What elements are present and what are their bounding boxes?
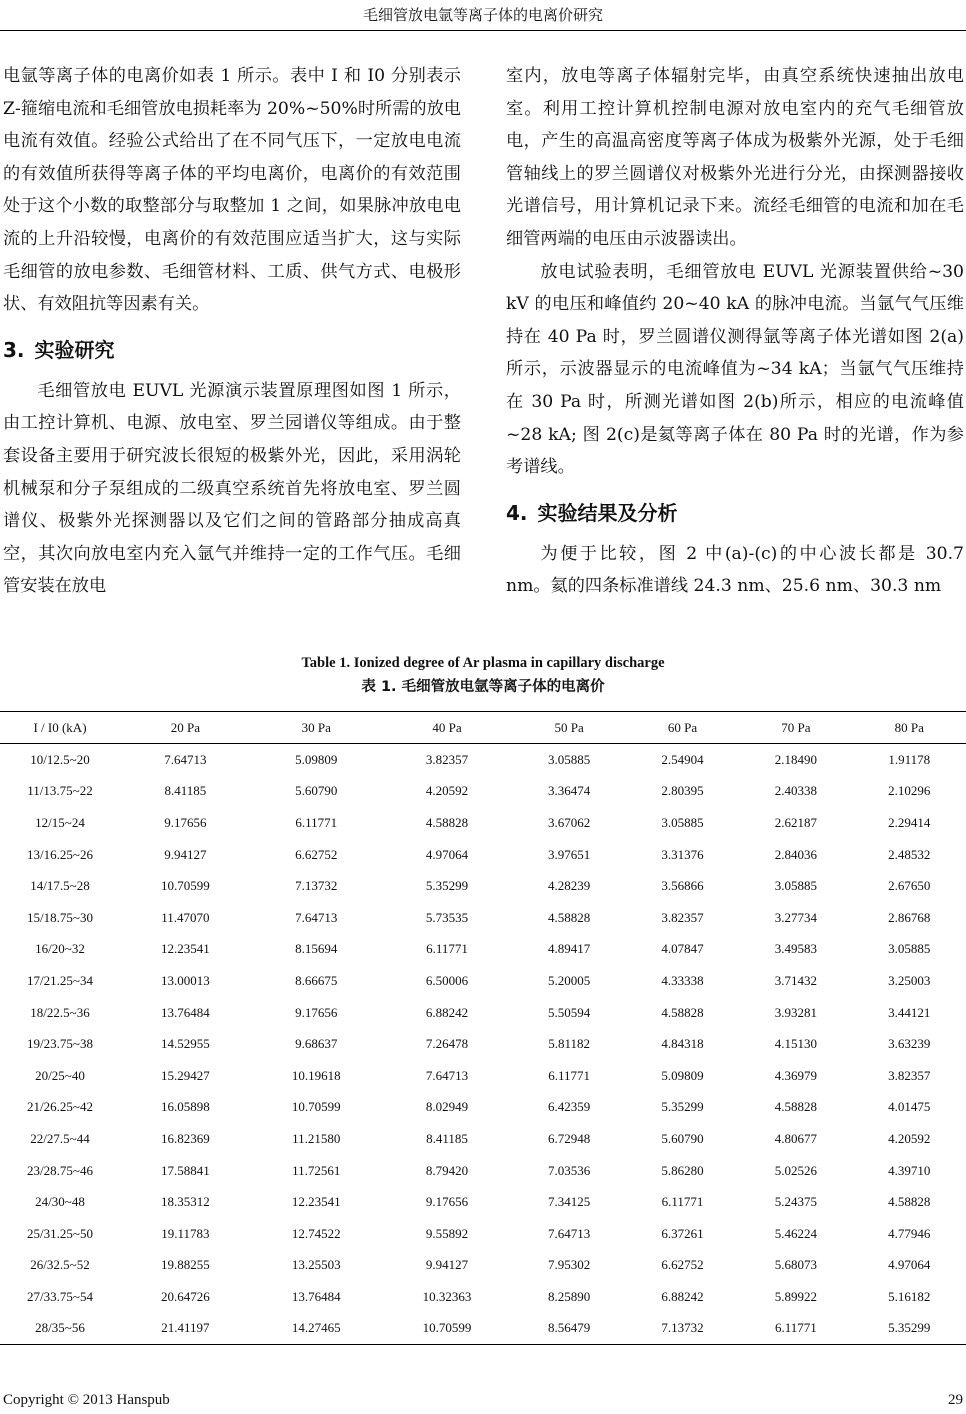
value-cell: 3.63239: [888, 1036, 931, 1052]
value-cell: 8.66675: [295, 972, 338, 988]
table-caption-en: Table 1. Ionized degree of Ar plasma in capillary discharge: [301, 655, 665, 671]
value-cell: 10.70599: [161, 878, 210, 894]
table-row: [0, 1028, 966, 1060]
table-row: [0, 902, 966, 934]
table-row: [0, 1092, 966, 1124]
value-cell: 14.27465: [291, 1320, 341, 1336]
value-cell: 10.32363: [422, 1288, 472, 1304]
value-cell: 7.26478: [425, 1036, 469, 1052]
value-cell: 13.25503: [291, 1257, 341, 1273]
value-cell: 3.67062: [548, 814, 591, 830]
value-cell: 3.05885: [661, 814, 704, 830]
ionization-table: [0, 711, 966, 1345]
section-heading-4: [506, 498, 964, 528]
value-cell: 8.41185: [164, 783, 207, 799]
value-cell: 2.67650: [888, 878, 931, 894]
value-cell: 2.62187: [774, 814, 817, 830]
value-cell: 19.11783: [161, 1225, 210, 1241]
current-cell: 10/12.5~20: [30, 751, 90, 767]
value-cell: 4.15130: [774, 1036, 817, 1052]
header-cell: 50 Pa: [554, 719, 584, 735]
value-cell: 1.91178: [888, 751, 931, 767]
section-title: 实验结果及分析: [537, 500, 678, 525]
value-cell: 6.11771: [548, 1067, 591, 1083]
value-cell: 4.39710: [888, 1162, 931, 1178]
value-cell: 3.71432: [774, 972, 817, 988]
value-cell: 2.80395: [661, 783, 704, 799]
value-cell: 7.95302: [548, 1257, 591, 1273]
current-cell: 11/13.75~22: [27, 783, 93, 799]
value-cell: 5.09809: [661, 1067, 704, 1083]
current-cell: 13/16.25~26: [27, 846, 93, 862]
value-cell: 4.58828: [774, 1099, 817, 1115]
current-cell: 27/33.75~54: [27, 1288, 93, 1304]
value-cell: 5.60790: [295, 783, 338, 799]
header-cell: I / I0 (kA): [33, 719, 87, 735]
section-number: 3.: [3, 337, 25, 362]
table-row: [0, 807, 966, 839]
current-cell: 12/15~24: [35, 814, 85, 830]
table-row: [0, 1218, 966, 1250]
paragraph: 室内，放电等离子体辐射完毕，由真空系统快速抽出放电室。利用工控计算机控制电源对放电室内的充气毛细管放电，产生的高温高密度等离子体成为极紫外光源，处于毛细管轴线上的罗兰圆谱仪对极紫外光进行分光，由探测器接收光谱信号，用计算机记录下来。流经毛细管的电流和加在毛细管两端的电压由示波器读出。: [506, 66, 964, 249]
value-cell: 2.18490: [774, 751, 817, 767]
value-cell: 7.34125: [548, 1194, 591, 1210]
header-cell: 40 Pa: [432, 719, 462, 735]
value-cell: 3.82357: [888, 1067, 931, 1083]
value-cell: 2.48532: [888, 846, 931, 862]
paragraph: 电氩等离子体的电离价如表 1 所示。表中 I 和 I0 分别表示 Z-箍缩电流和毛细管放电损耗率为 20%~50%时所需的放电电流有效值。经验公式给出了在不同气压下，一定放电电流的有效值所获得等离子体的平均电离价，电离价的有效范围处于这个小数的取整部分与取整加 1 之间，如果脉冲放电电流的上升沿较慢，电离价的有效范围应适当扩大，这与实际毛细管的放电参数、毛细管材料、工质、供气方式、电极形状、有效阻抗等因素有关。: [3, 66, 461, 315]
current-cell: 24/30~48: [35, 1194, 85, 1210]
current-cell: 26/32.5~52: [30, 1257, 90, 1273]
value-cell: 3.93281: [774, 1004, 817, 1020]
value-cell: 4.33338: [661, 972, 704, 988]
value-cell: 11.72561: [292, 1162, 341, 1178]
value-cell: 6.37261: [661, 1225, 704, 1241]
value-cell: 10.70599: [422, 1320, 472, 1336]
value-cell: 5.60790: [661, 1130, 704, 1146]
table-header-row: [0, 712, 966, 744]
table-row: [0, 1250, 966, 1282]
value-cell: 5.16182: [888, 1288, 931, 1304]
value-cell: 8.15694: [295, 941, 338, 957]
current-cell: 20/25~40: [35, 1067, 85, 1083]
value-cell: 19.88255: [161, 1257, 210, 1273]
value-cell: 7.64713: [425, 1067, 469, 1083]
value-cell: 5.24375: [774, 1194, 817, 1210]
table-row: [0, 744, 966, 776]
value-cell: 7.64713: [164, 751, 207, 767]
right-column: [506, 60, 964, 603]
paragraph: 放电试验表明，毛细管放电 EUVL 光源装置供给~30 kV 的电压和峰值约 20~40 kA 的脉冲电流。当氩气气压维持在 40 Pa 时，罗兰圆谱仪测得氩等离子体光谱如图 2(a)所示，示波器显示的电流峰值为~34 kA；当氩气气压维持在 30 Pa 时，所测光谱如图 2(b)所示，相应的电流峰值~28 kA; 图 2(c)是氦等离子体在 80 Pa 时的光谱，作为参考谱线。: [506, 261, 964, 478]
value-cell: 3.44121: [888, 1004, 931, 1020]
value-cell: 11.21580: [292, 1130, 341, 1146]
value-cell: 9.55892: [425, 1225, 469, 1241]
value-cell: 4.97064: [425, 846, 469, 862]
table-row: [0, 997, 966, 1029]
value-cell: 4.58828: [425, 814, 469, 830]
value-cell: 4.20592: [425, 783, 469, 799]
table-row: [0, 1313, 966, 1345]
value-cell: 3.49583: [774, 941, 817, 957]
current-cell: 19/23.75~38: [27, 1036, 93, 1052]
value-cell: 4.97064: [888, 1257, 931, 1273]
value-cell: 6.62752: [295, 846, 338, 862]
value-cell: 9.68637: [295, 1036, 338, 1052]
current-cell: 21/26.25~42: [27, 1099, 93, 1115]
header-cell: 60 Pa: [667, 719, 698, 735]
value-cell: 15.29427: [161, 1067, 210, 1083]
value-cell: 12.74522: [291, 1225, 341, 1241]
value-cell: 8.02949: [425, 1099, 469, 1115]
current-cell: 28/35~56: [35, 1320, 85, 1336]
value-cell: 6.42359: [548, 1099, 591, 1115]
current-cell: 18/22.5~36: [30, 1004, 90, 1020]
current-cell: 15/18.75~30: [27, 909, 93, 925]
value-cell: 9.94127: [425, 1257, 469, 1273]
value-cell: 3.27734: [774, 909, 817, 925]
value-cell: 6.11771: [661, 1194, 704, 1210]
value-cell: 5.35299: [888, 1320, 931, 1336]
value-cell: 7.03536: [548, 1162, 591, 1178]
value-cell: 8.25890: [548, 1288, 591, 1304]
value-cell: 8.56479: [548, 1320, 591, 1336]
value-cell: 3.82357: [661, 909, 704, 925]
current-cell: 14/17.5~28: [30, 878, 90, 894]
header-cell: 80 Pa: [894, 719, 924, 735]
value-cell: 2.40338: [774, 783, 817, 799]
value-cell: 7.64713: [548, 1225, 591, 1241]
value-cell: 4.58828: [888, 1194, 931, 1210]
value-cell: 14.52955: [161, 1036, 210, 1052]
value-cell: 6.88242: [661, 1288, 704, 1304]
value-cell: 10.70599: [291, 1099, 341, 1115]
value-cell: 9.94127: [164, 846, 207, 862]
value-cell: 4.28239: [548, 878, 591, 894]
header-rule: [0, 30, 966, 31]
value-cell: 13.76484: [291, 1288, 341, 1304]
value-cell: 13.76484: [161, 1004, 210, 1020]
value-cell: 5.50594: [548, 1004, 591, 1020]
table-row: [0, 1281, 966, 1313]
header-cell: 20 Pa: [170, 719, 201, 735]
table-row: [0, 1060, 966, 1092]
table-row: [0, 934, 966, 966]
value-cell: 8.41185: [426, 1130, 468, 1146]
value-cell: 9.17656: [425, 1194, 469, 1210]
running-title: 毛细管放电氩等离子体的电离价研究: [362, 6, 603, 24]
value-cell: 7.13732: [661, 1320, 704, 1336]
current-cell: 22/27.5~44: [30, 1130, 90, 1146]
value-cell: 8.79420: [425, 1162, 469, 1178]
value-cell: 6.62752: [661, 1257, 704, 1273]
value-cell: 5.46224: [774, 1225, 817, 1241]
current-cell: 25/31.25~50: [27, 1225, 93, 1241]
table-caption-zh: 表 1. 毛细管放电氩等离子体的电离价: [361, 679, 605, 695]
value-cell: 5.81182: [548, 1036, 591, 1052]
value-cell: 5.73535: [425, 909, 469, 925]
value-cell: 5.09809: [295, 751, 338, 767]
value-cell: 2.54904: [661, 751, 704, 767]
table-row: [0, 965, 966, 997]
value-cell: 2.86768: [888, 909, 931, 925]
value-cell: 6.11771: [774, 1320, 817, 1336]
value-cell: 5.20005: [548, 972, 591, 988]
value-cell: 4.89417: [548, 941, 591, 957]
section-number: 4.: [506, 500, 528, 525]
value-cell: 16.82369: [161, 1130, 210, 1146]
value-cell: 17.58841: [161, 1162, 210, 1178]
copyright: Copyright © 2013 Hanspub: [3, 1392, 170, 1408]
value-cell: 3.25003: [888, 972, 931, 988]
value-cell: 2.29414: [888, 814, 931, 830]
value-cell: 4.58828: [548, 909, 591, 925]
value-cell: 7.13732: [295, 878, 338, 894]
section-title: 实验研究: [34, 337, 115, 362]
section-heading-3: [3, 335, 461, 365]
value-cell: 4.01475: [888, 1099, 931, 1115]
value-cell: 9.17656: [164, 814, 207, 830]
value-cell: 3.97651: [548, 846, 591, 862]
value-cell: 12.23541: [291, 1194, 341, 1210]
value-cell: 18.35312: [161, 1194, 210, 1210]
value-cell: 6.11771: [426, 941, 468, 957]
value-cell: 5.02526: [774, 1162, 817, 1178]
paragraph: 毛细管放电 EUVL 光源演示装置原理图如图 1 所示，由工控计算机、电源、放电室、罗兰园谱仪等组成。由于整套设备主要用于研究波长很短的极紫外光，因此，采用涡轮机械泵和分子泵组成的二级真空系统首先将放电室、罗兰圆谱仪、极紫外光探测器以及它们之间的管路部分抽成高真空，其次向放电室内充入氩气并维持一定的工作气压。毛细管安装在放电: [3, 380, 461, 597]
page-number: 29: [948, 1392, 963, 1408]
current-cell: 16/20~32: [35, 941, 85, 957]
value-cell: 6.50006: [425, 972, 469, 988]
value-cell: 6.72948: [548, 1130, 591, 1146]
value-cell: 4.20592: [888, 1130, 931, 1146]
header-cell: 30 Pa: [301, 719, 331, 735]
value-cell: 4.07847: [661, 941, 704, 957]
value-cell: 5.86280: [661, 1162, 704, 1178]
value-cell: 3.31376: [661, 846, 704, 862]
table-row: [0, 776, 966, 808]
table-row: [0, 1186, 966, 1218]
value-cell: 5.89922: [774, 1288, 817, 1304]
current-cell: 17/21.25~34: [27, 972, 93, 988]
value-cell: 2.84036: [774, 846, 817, 862]
current-cell: 23/28.75~46: [27, 1162, 93, 1178]
value-cell: 9.17656: [295, 1004, 338, 1020]
table-row: [0, 1123, 966, 1155]
left-column: [3, 60, 461, 603]
value-cell: 6.11771: [295, 814, 338, 830]
table-row: [0, 839, 966, 871]
value-cell: 3.82357: [425, 751, 469, 767]
value-cell: 21.41197: [161, 1320, 210, 1336]
value-cell: 5.35299: [661, 1099, 704, 1115]
value-cell: 12.23541: [161, 941, 210, 957]
value-cell: 10.19618: [291, 1067, 341, 1083]
value-cell: 4.77946: [888, 1225, 931, 1241]
table-row: [0, 1155, 966, 1187]
value-cell: 11.47070: [161, 909, 210, 925]
value-cell: 16.05898: [161, 1099, 210, 1115]
value-cell: 13.00013: [161, 972, 210, 988]
value-cell: 3.36474: [548, 783, 591, 799]
value-cell: 5.35299: [425, 878, 469, 894]
value-cell: 4.84318: [661, 1036, 704, 1052]
value-cell: 3.05885: [774, 878, 817, 894]
value-cell: 5.68073: [774, 1257, 817, 1273]
value-cell: 4.80677: [774, 1130, 817, 1146]
header-cell: 70 Pa: [781, 719, 811, 735]
value-cell: 20.64726: [161, 1288, 210, 1304]
value-cell: 7.64713: [295, 909, 338, 925]
value-cell: 3.56866: [661, 878, 704, 894]
value-cell: 3.05885: [888, 941, 931, 957]
value-cell: 4.36979: [774, 1067, 817, 1083]
value-cell: 4.58828: [661, 1004, 704, 1020]
value-cell: 3.05885: [548, 751, 591, 767]
value-cell: 6.88242: [425, 1004, 469, 1020]
value-cell: 2.10296: [888, 783, 931, 799]
paragraph: 为便于比较，图 2 中(a)-(c)的中心波长都是 30.7 nm。氦的四条标准谱线 24.3 nm、25.6 nm、30.3 nm: [506, 543, 964, 597]
table-row: [0, 870, 966, 902]
